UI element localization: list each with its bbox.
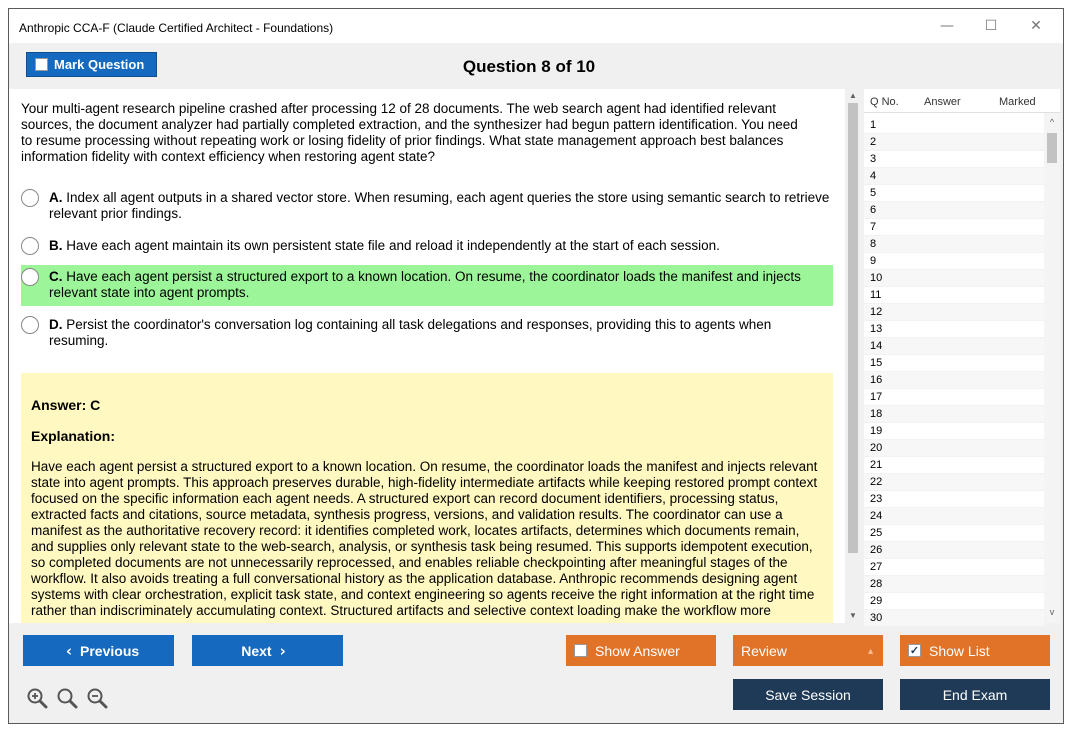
question-list-panel: [864, 89, 1060, 623]
question-list-row[interactable]: 3: [864, 151, 1044, 168]
answer-label: Answer: C: [31, 397, 101, 413]
scroll-up-arrow-icon[interactable]: ▲: [849, 91, 857, 100]
option-a[interactable]: [21, 190, 833, 222]
question-list-row[interactable]: 12: [864, 304, 1044, 321]
question-text: Your multi-agent research pipeline crashed after processing 12 of 28 documents. The web search agent had identified relevant sources, the document analyzer had partially completed extraction, and the synthesizer had begun pattern identification. You need to resume processing without repeating work or losing fidelity of prior findings. What state management approach best balances information fidelity with context efficiency when restoring agent state?: [21, 101, 798, 164]
content-scrollbar[interactable]: [845, 89, 861, 623]
question-panel: [9, 89, 845, 623]
question-list-row[interactable]: 1: [864, 117, 1044, 134]
question-list-row[interactable]: 5: [864, 185, 1044, 202]
question-list-row[interactable]: 16: [864, 372, 1044, 389]
col-answer: Answer: [924, 96, 961, 108]
show-answer-label: Show Answer: [595, 642, 680, 659]
option-text: Index all agent outputs in a shared vector store. When resuming, each agent queries the store using semantic search to retrieve relevant prior findings.: [49, 190, 830, 221]
save-session-button[interactable]: [733, 679, 883, 710]
title-bar: [9, 9, 1063, 43]
scroll-thumb[interactable]: [848, 103, 858, 553]
option-b[interactable]: [21, 238, 833, 255]
question-list-row[interactable]: 14: [864, 338, 1044, 355]
col-qno: Q No.: [870, 96, 899, 108]
review-dropdown[interactable]: [733, 635, 883, 666]
option-letter: D.: [49, 317, 63, 332]
question-counter-title: Question 8 of 10: [462, 57, 596, 76]
question-list-row[interactable]: 11: [864, 287, 1044, 304]
app-window: [8, 8, 1064, 724]
option-letter: A.: [49, 190, 63, 205]
list-scroll-down-icon[interactable]: v: [1049, 607, 1055, 617]
window-title: Anthropic CCA-F (Claude Certified Architect - Foundations): [19, 21, 334, 35]
option-letter: B.: [49, 238, 63, 253]
question-list-header: [864, 89, 1060, 113]
next-button[interactable]: [192, 635, 343, 666]
mark-question-label: Mark Question: [54, 57, 145, 72]
list-scroll-thumb[interactable]: [1047, 133, 1057, 163]
caret-up-icon: ▲: [866, 645, 875, 656]
option-text: Have each agent persist a structured export to a known location. On resume, the coordinator loads the manifest and injects relevant state into agent prompts.: [49, 269, 801, 300]
end-exam-label: End Exam: [942, 686, 1008, 703]
answer-explanation-box: [21, 373, 833, 623]
question-list-row[interactable]: 29: [864, 593, 1044, 610]
question-list-row[interactable]: 17: [864, 389, 1044, 406]
question-list-row[interactable]: 18: [864, 406, 1044, 423]
question-list-row[interactable]: 21: [864, 457, 1044, 474]
question-list-row[interactable]: 26: [864, 542, 1044, 559]
show-answer-button[interactable]: [566, 635, 716, 666]
question-list-row[interactable]: 20: [864, 440, 1044, 457]
question-list-row[interactable]: 15: [864, 355, 1044, 372]
zoom-in-icon[interactable]: [26, 687, 48, 709]
question-list-row[interactable]: 13: [864, 321, 1044, 338]
end-exam-button[interactable]: [900, 679, 1050, 710]
question-list-row[interactable]: 19: [864, 423, 1044, 440]
previous-button[interactable]: [23, 635, 174, 666]
explanation-label: Explanation:: [31, 428, 116, 444]
minimize-button[interactable]: —: [940, 18, 954, 34]
radio-icon[interactable]: [21, 316, 39, 334]
review-label: Review: [741, 642, 787, 659]
zoom-out-icon[interactable]: [86, 687, 108, 709]
option-d[interactable]: [21, 317, 833, 349]
show-answer-checkbox-icon: [574, 644, 587, 657]
list-scroll-up-icon[interactable]: ^: [1049, 117, 1055, 127]
chevron-left-icon: ‹: [65, 641, 73, 660]
save-session-label: Save Session: [765, 686, 851, 703]
scroll-down-arrow-icon[interactable]: ▼: [849, 611, 857, 620]
col-marked: Marked: [999, 96, 1036, 108]
show-list-button[interactable]: [900, 635, 1050, 666]
question-list-row[interactable]: 2: [864, 134, 1044, 151]
question-list-row[interactable]: 28: [864, 576, 1044, 593]
option-text: Have each agent maintain its own persistent state file and reload it independently at the start of each session.: [66, 238, 720, 253]
question-list-rows: [864, 117, 1044, 627]
option-letter: C.: [49, 269, 63, 284]
question-list-row[interactable]: 9: [864, 253, 1044, 270]
question-list-row[interactable]: 8: [864, 236, 1044, 253]
show-list-label: Show List: [929, 642, 990, 659]
radio-icon[interactable]: [21, 189, 39, 207]
question-list-row[interactable]: 10: [864, 270, 1044, 287]
question-list-row[interactable]: 25: [864, 525, 1044, 542]
question-list-row[interactable]: 23: [864, 491, 1044, 508]
explanation-text: Have each agent persist a structured export to a known location. On resume, the coordinator loads the manifest and injects relevant state into agent prompts. This approach preserves durable, high-fidelity intermediate artifacts while keeping restored prompt context focused on the specific information each agent needs. A structured export can record document identifiers, processing status, extracted facts and citations, source metadata, synthesis progress, versions, and validation results. The coordinator can use a manifest as the authoritative recovery record: it identifies completed work, locates artifacts, determines which documents remain, and supplies only relevant state to the web-search, analysis, or synthesis task being resumed. This supports idempotent execution, so completed documents are not unnecessarily reprocessed, and enables reliable checkpointing after meaningful stages of the workflow. It also avoids treating a full conversational history as the application database. Anthropic recommends designing agent systems with clear orchestration, explicit task state, and context engineering so agents receive the right information at the right time rather than indiscriminately accumulating context. Structured artifacts and selective context loading make the workflow more: [31, 459, 818, 618]
question-list-row[interactable]: 6: [864, 202, 1044, 219]
maximize-button[interactable]: ☐: [984, 18, 998, 34]
question-list-row[interactable]: 27: [864, 559, 1044, 576]
radio-icon[interactable]: [21, 268, 39, 286]
question-list-row[interactable]: 24: [864, 508, 1044, 525]
question-list-row[interactable]: 7: [864, 219, 1044, 236]
option-text: Persist the coordinator's conversation log containing all task delegations and responses, providing this to agents when resuming.: [49, 317, 772, 348]
question-header: [9, 43, 1063, 89]
question-list-row[interactable]: 30: [864, 610, 1044, 627]
radio-icon[interactable]: [21, 237, 39, 255]
next-label: Next: [241, 642, 272, 659]
question-list-row[interactable]: 22: [864, 474, 1044, 491]
show-list-checkbox-icon: ✓: [909, 645, 920, 657]
previous-label: Previous: [80, 642, 140, 659]
close-button[interactable]: ✕: [1030, 18, 1042, 34]
option-c-correct[interactable]: [21, 265, 833, 306]
question-list-scrollbar[interactable]: [1044, 113, 1060, 623]
chevron-right-icon: ›: [279, 641, 286, 660]
zoom-reset-icon[interactable]: [56, 687, 78, 709]
question-list-row[interactable]: 4: [864, 168, 1044, 185]
